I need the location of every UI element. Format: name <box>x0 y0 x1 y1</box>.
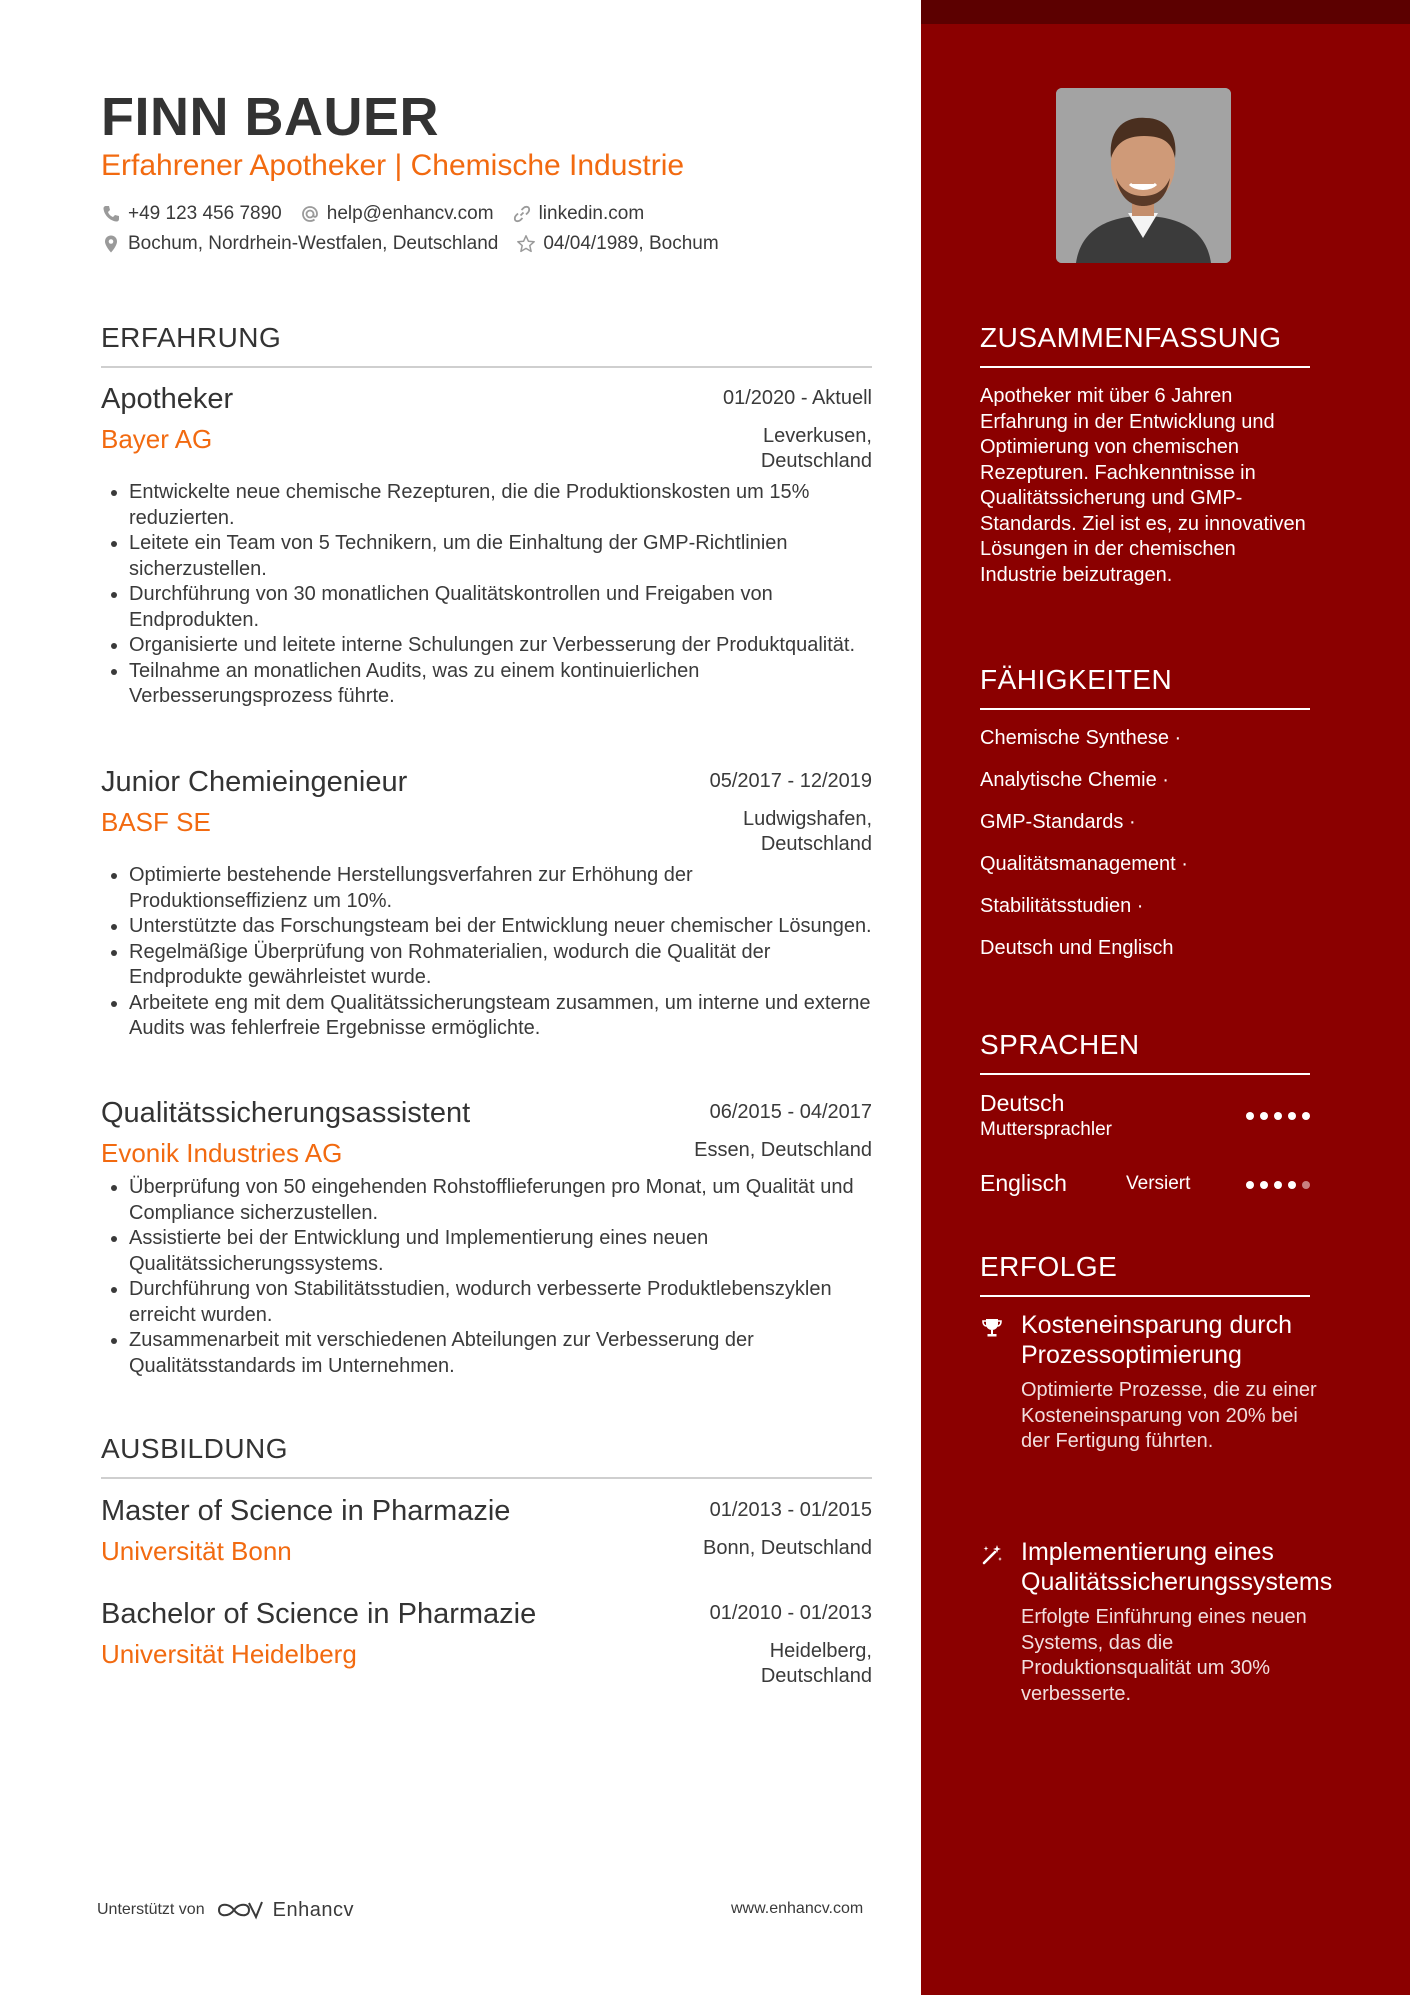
at-icon <box>300 204 320 224</box>
job-location: Essen, Deutschland <box>694 1139 872 1161</box>
achievements-section-title: ERFOLGE <box>980 1251 1310 1297</box>
bullet-item: • Optimierte bestehende Herstellungsverfahren zur Erhöhung der Produktionseffizienz um 10%. <box>129 863 872 914</box>
skill-item: GMP-Standards · <box>980 811 1136 833</box>
skill-item: Chemische Synthese · <box>980 727 1182 749</box>
footer-powered-by <box>97 1897 354 1923</box>
experience-entry-1 <box>101 383 872 710</box>
language-level: Versiert <box>1126 1173 1191 1194</box>
phone-icon <box>101 204 121 224</box>
job-title: Junior Chemieingenieur <box>101 766 408 798</box>
bullet-item: • Entwickelte neue chemische Rezepturen, die die Produktionskosten um 15% reduzierten. <box>129 480 872 531</box>
achievement-desc: Erfolgte Einführung eines neuen Systems, das die Produktionsqualität um 30% verbesserte. <box>1021 1606 1307 1705</box>
language-name: Englisch <box>980 1170 1067 1196</box>
enhancv-logo-icon <box>215 1897 265 1923</box>
education-dates: 01/2013 - 01/2015 <box>709 1499 872 1521</box>
rating-dot-filled <box>1288 1181 1296 1189</box>
enhancv-brand: Enhancv <box>272 1898 354 1921</box>
phone-text: +49 123 456 7890 <box>128 203 282 224</box>
bullet-item: • Assistierte bei der Entwicklung und Implementierung eines neuen Qualitätssicherungssystems. <box>129 1226 872 1277</box>
candidate-subtitle: Erfahrener Apotheker | Chemische Industrie <box>101 149 685 182</box>
rating-dot-filled <box>1274 1112 1282 1120</box>
bullet-item: • Zusammenarbeit mit verschiedenen Abteilungen zur Verbesserung der Qualitätsstandards im Unternehmen. <box>129 1328 872 1379</box>
skills-section-title: FÄHIGKEITEN <box>980 664 1310 710</box>
birth-item <box>516 233 718 255</box>
education-dates: 01/2010 - 01/2013 <box>709 1602 872 1624</box>
job-dates: 06/2015 - 04/2017 <box>709 1101 872 1123</box>
degree-title: Master of Science in Pharmazie <box>101 1495 511 1527</box>
link-text[interactable]: linkedin.com <box>538 203 645 224</box>
job-title: Apotheker <box>101 383 234 415</box>
achievement-desc: Optimierte Prozesse, die zu einer Kosteneinsparung von 20% bei der Fertigung führten. <box>1021 1379 1317 1452</box>
experience-section-title: ERFAHRUNG <box>101 322 872 368</box>
achievement-title: Implementierung eines Qualitätssicherungssystems <box>1021 1538 1333 1596</box>
contact-row-2 <box>101 233 737 255</box>
location-pin-icon <box>101 234 121 254</box>
contact-row-1 <box>101 203 662 225</box>
avatar-icon <box>1056 88 1231 263</box>
bullet-item: • Teilnahme an monatlichen Audits, was zu einem kontinuierlichen Verbesserungsprozess führte. <box>129 659 872 710</box>
bullet-item: • Unterstützte das Forschungsteam bei der Entwicklung neuer chemischer Lösungen. <box>129 914 872 940</box>
rating-dot-filled <box>1302 1112 1310 1120</box>
language-item-englisch <box>980 1170 1310 1197</box>
powered-by-text: Unterstützt von <box>97 1901 205 1918</box>
experience-entry-3 <box>101 1097 872 1379</box>
email-item[interactable] <box>300 203 494 225</box>
rating-dot-filled <box>1246 1112 1254 1120</box>
email-text[interactable]: help@enhancv.com <box>326 203 494 224</box>
skill-item: Stabilitätsstudien · <box>980 895 1144 917</box>
job-title: Qualitätssicherungsassistent <box>101 1097 471 1129</box>
trophy-icon <box>980 1316 1004 1340</box>
school-location: Heidelberg, Deutschland <box>760 1640 872 1687</box>
bullet-item: • Regelmäßige Überprüfung von Rohmaterialien, wodurch die Qualität der Endprodukte gewährleistet wurde. <box>129 940 872 991</box>
job-location: Ludwigshafen, Deutschland <box>743 808 872 855</box>
birth-text: 04/04/1989, Bochum <box>543 233 719 254</box>
rating-dot-filled <box>1288 1112 1296 1120</box>
rating-dot-filled <box>1260 1112 1268 1120</box>
job-location: Leverkusen, Deutschland <box>760 425 872 472</box>
sidebar-top-bar <box>921 0 1410 24</box>
achievement-item-1 <box>980 1310 1320 1455</box>
bullet-item: • Organisierte und leitete interne Schulungen zur Verbesserung der Produktqualität. <box>129 633 872 659</box>
phone-item <box>101 203 282 225</box>
language-level: Muttersprachler <box>980 1119 1112 1140</box>
link-icon <box>512 204 532 224</box>
language-name: Deutsch <box>980 1090 1065 1116</box>
achievement-item-2 <box>980 1537 1333 1707</box>
achievement-title: Kosteneinsparung durch Prozessoptimierung <box>1021 1311 1293 1369</box>
company-name: Evonik Industries AG <box>101 1138 343 1168</box>
job-bullets <box>101 1175 872 1379</box>
bullet-item: • Überprüfung von 50 eingehenden Rohstofflieferungen pro Monat, um Qualität und Compliance sicherzustellen. <box>129 1175 872 1226</box>
school-location: Bonn, Deutschland <box>702 1537 872 1559</box>
degree-title: Bachelor of Science in Pharmazie <box>101 1598 537 1630</box>
languages-section-title: SPRACHEN <box>980 1029 1310 1075</box>
summary-section-title: ZUSAMMENFASSUNG <box>980 322 1310 368</box>
language-rating <box>1246 1181 1310 1189</box>
sidebar <box>921 0 1410 1995</box>
company-name: Bayer AG <box>101 424 213 454</box>
bullet-item: • Durchführung von 30 monatlichen Qualitätskontrollen und Freigaben von Endprodukten. <box>129 582 872 633</box>
experience-entry-2 <box>101 766 872 1042</box>
skill-item: Analytische Chemie · <box>980 769 1169 791</box>
job-dates: 01/2020 - Aktuell <box>723 387 872 409</box>
location-text: Bochum, Nordrhein-Westfalen, Deutschland <box>128 233 499 254</box>
job-bullets <box>101 863 872 1042</box>
school-name: Universität Heidelberg <box>101 1639 357 1669</box>
skill-item: Deutsch und Englisch <box>980 937 1174 959</box>
location-item <box>101 233 498 255</box>
skill-item: Qualitätsmanagement · <box>980 853 1188 875</box>
bullet-item: • Durchführung von Stabilitätsstudien, wodurch verbesserte Produktlebenszyklen erreicht wurden. <box>129 1277 872 1328</box>
magic-wand-icon <box>980 1543 1004 1567</box>
skills-list <box>980 724 1310 976</box>
rating-dot-empty <box>1302 1181 1310 1189</box>
language-rating <box>1246 1112 1310 1120</box>
education-section-title: AUSBILDUNG <box>101 1433 872 1479</box>
company-name: BASF SE <box>101 807 211 837</box>
language-item-deutsch <box>980 1090 1310 1141</box>
education-entry-1 <box>101 1495 872 1567</box>
summary-text: Apotheker mit über 6 Jahren Erfahrung in der Entwicklung und Optimierung von chemischen Rezepturen. Fachkenntnisse in Qualitätssicherung und GMP-Standards. Ziel ist es, zu innovativen Lösungen in der chemischen Industrie beizutragen. <box>980 385 1306 586</box>
bullet-item: • Leitete ein Team von 5 Technikern, um die Einhaltung der GMP-Richtlinien sicherzustellen. <box>129 531 872 582</box>
rating-dot-filled <box>1260 1181 1268 1189</box>
link-item[interactable] <box>512 203 645 225</box>
bullet-item: • Arbeitete eng mit dem Qualitätssicherungsteam zusammen, um interne und externe Audits was fehlerfreie Ergebnisse ermöglichte. <box>129 991 872 1042</box>
rating-dot-filled <box>1246 1181 1254 1189</box>
footer-url[interactable]: www.enhancv.com <box>731 1900 864 1917</box>
rating-dot-filled <box>1274 1181 1282 1189</box>
job-bullets <box>101 480 872 710</box>
education-entry-2 <box>101 1598 872 1689</box>
school-name: Universität Bonn <box>101 1536 292 1566</box>
star-icon <box>516 234 536 254</box>
candidate-name: FINN BAUER <box>101 87 439 147</box>
profile-photo <box>1056 88 1231 263</box>
job-dates: 05/2017 - 12/2019 <box>709 770 872 792</box>
